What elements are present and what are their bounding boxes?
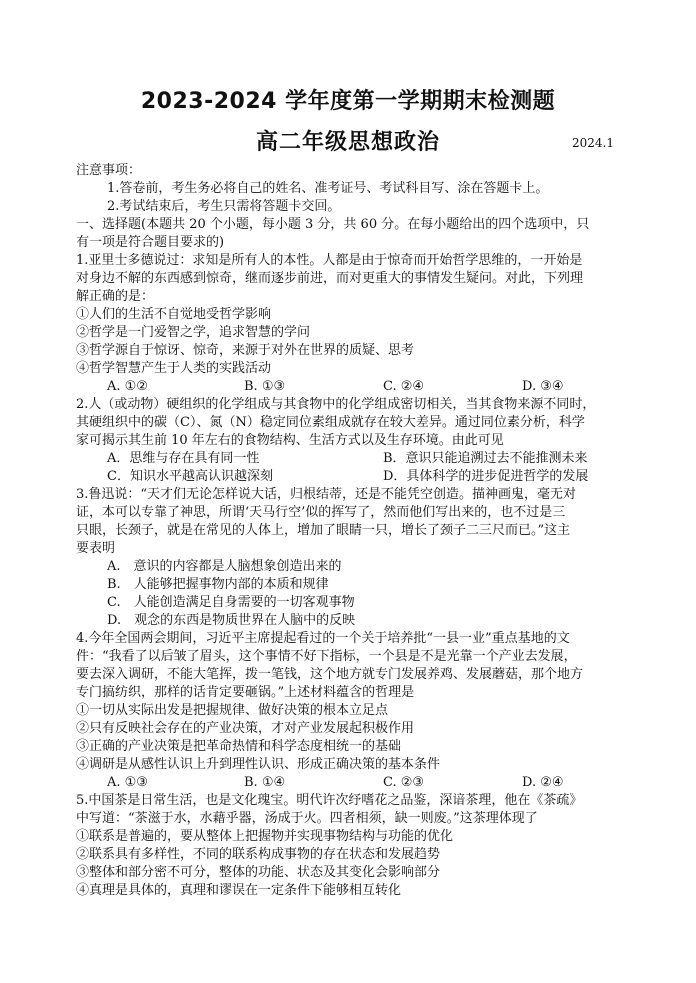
question-4-stem: 件：“我看了以后皱了眉头，这个事情不好下指标，一个县是不是光靠一个产业去发展， <box>76 649 577 664</box>
notice-item: 2.考试结束后，考生只需将答题卡交回。 <box>107 199 341 214</box>
question-4-item: ②只有反映社会存在的产业决策，才对产业发展起积极作用 <box>76 721 415 736</box>
section-heading: 有一项是符合题目要求的) <box>76 235 225 250</box>
question-2-option-c[interactable]: C．知识水平越高认识越深刻 <box>107 469 273 484</box>
question-3-option-b[interactable]: B. 人能够把握事物内部的本质和规律 <box>107 577 329 592</box>
question-2-stem: 家可揭示其生前 10 年左右的食物结构、生活方式以及生存环境。由此可见 <box>76 433 504 448</box>
question-3-stem: 3.鲁迅说：“天才们无论怎样说大话，归根结蒂，还是不能凭空创造。描神画鬼，毫无对 <box>76 487 577 502</box>
question-4-stem: 要去深入调研，不能大笔挥，拨一笔钱，这个地方就专门发展养鸡、发展蘑菇，那个地方 <box>76 667 584 682</box>
question-2-stem: 2.人（或动物）硬组织的化学组成与其食物中的化学组成密切相关，当其食物来源不同时， <box>76 397 596 412</box>
question-3-stem: 只眼，长颈子，就是在常见的人体上，增加了眼睛一只，增长了颈子二三尺而已。”这主 <box>76 523 571 538</box>
question-1-option-d[interactable]: D. ③④ <box>522 379 564 394</box>
question-5-item: ④真理是具体的，真理和谬误在一定条件下能够相互转化 <box>76 883 402 898</box>
question-1-stem: 对身边不解的东西感到惊奇，继而逐步前进，而对更重大的事情发生疑问。对此，下列理 <box>76 271 584 286</box>
question-5-item: ③整体和部分密不可分，整体的功能、状态及其变化会影响部分 <box>76 865 441 880</box>
question-4-option-c[interactable]: C. ②③ <box>383 775 425 790</box>
question-2-option-a[interactable]: A．思维与存在具有同一性 <box>107 451 260 466</box>
notice-heading: 注意事项： <box>76 163 142 178</box>
exam-date: 2024.1 <box>572 136 614 150</box>
question-2-option-d[interactable]: D．具体科学的进步促进哲学的发展 <box>383 469 589 484</box>
question-2-option-b[interactable]: B．意识只能追溯过去不能推测未来 <box>383 451 588 466</box>
question-4-option-d[interactable]: D. ②④ <box>522 775 564 790</box>
question-4-stem: 4.今年全国两会期间，习近平主席提起看过的一个关于培养批“一县一业”重点基地的文 <box>76 631 570 646</box>
question-4-item: ④调研是从感性认识上升到理性认识、形成正确决策的基本条件 <box>76 757 441 772</box>
question-4-option-b[interactable]: B. ①④ <box>244 775 286 790</box>
question-1-option-c[interactable]: C. ②④ <box>383 379 425 394</box>
question-1-stem: 解正确的是： <box>76 289 155 304</box>
notice-item: 1.答卷前，考生务必将自己的姓名、准考证号、考试科目写、涂在答题卡上。 <box>107 181 549 196</box>
page-title: 2023-2024 学年度第一学期期末检测题 <box>140 89 556 114</box>
question-4-stem: 专门搞纺织，那样的话肯定要砸锅。”上述材料蕴含的哲理是 <box>76 685 415 700</box>
question-1-stem: 1.亚里士多德说过：求知是所有人的本性。人都是由于惊奇而开始哲学思维的，一开始是 <box>76 253 583 268</box>
question-3-stem: 证，本可以专靠了神思，所谓‘天马行空’似的挥写了，然而他们写出来的，也不过是三 <box>76 505 566 520</box>
question-1-item: ①人们的生活不自觉地受哲学影响 <box>76 307 272 322</box>
question-1-item: ②哲学是一门爱智之学，追求智慧的学问 <box>76 325 311 340</box>
question-3-stem: 要表明 <box>76 541 116 556</box>
question-1-item: ④哲学智慧产生于人类的实践活动 <box>76 361 272 376</box>
section-heading: 一、选择题(本题共 20 个小题，每小题 3 分，共 60 分。在每小题给出的四个选项中，只 <box>76 217 590 232</box>
question-5-item: ②联系具有多样性，不同的联系构成事物的存在状态和发展趋势 <box>76 847 441 862</box>
question-4-item: ③正确的产业决策是把革命热情和科学态度相统一的基础 <box>76 739 402 754</box>
question-3-option-d[interactable]: D. 观念的东西是物质世界在人脑中的反映 <box>107 613 356 628</box>
question-3-option-a[interactable]: A. 意识的内容都是人脑想象创造出来的 <box>107 559 342 574</box>
question-4-option-a[interactable]: A. ①③ <box>107 775 148 790</box>
question-5-stem: 中写道：“茶滋于水，水藉乎器，汤成于火。四者相须，缺一则废。”这茶理体现了 <box>76 811 538 826</box>
question-2-stem: 其硬组织中的碳（C）、氮（N）稳定同位素组成就存在较大差异。通过同位素分析，科学 <box>76 415 585 430</box>
question-3-option-c[interactable]: C. 人能创造满足自身需要的一切客观事物 <box>107 595 355 610</box>
page-subtitle: 高二年级思想政治 <box>255 130 440 155</box>
question-1-option-b[interactable]: B. ①③ <box>244 379 286 394</box>
question-5-item: ①联系是普遍的，要从整体上把握物并实现事物结构与功能的优化 <box>76 829 454 844</box>
question-5-stem: 5.中国茶是日常生活，也是文化瑰宝。明代许次纾嗜花之品鉴，深谙茶理，他在《茶疏》 <box>76 793 583 808</box>
question-1-option-a[interactable]: A. ①② <box>107 379 148 394</box>
question-4-item: ①一切从实际出发是把握规律、做好决策的根本立足点 <box>76 703 389 718</box>
question-1-item: ③哲学源自于惊讶、惊奇，来源于对外在世界的质疑、思考 <box>76 343 415 358</box>
